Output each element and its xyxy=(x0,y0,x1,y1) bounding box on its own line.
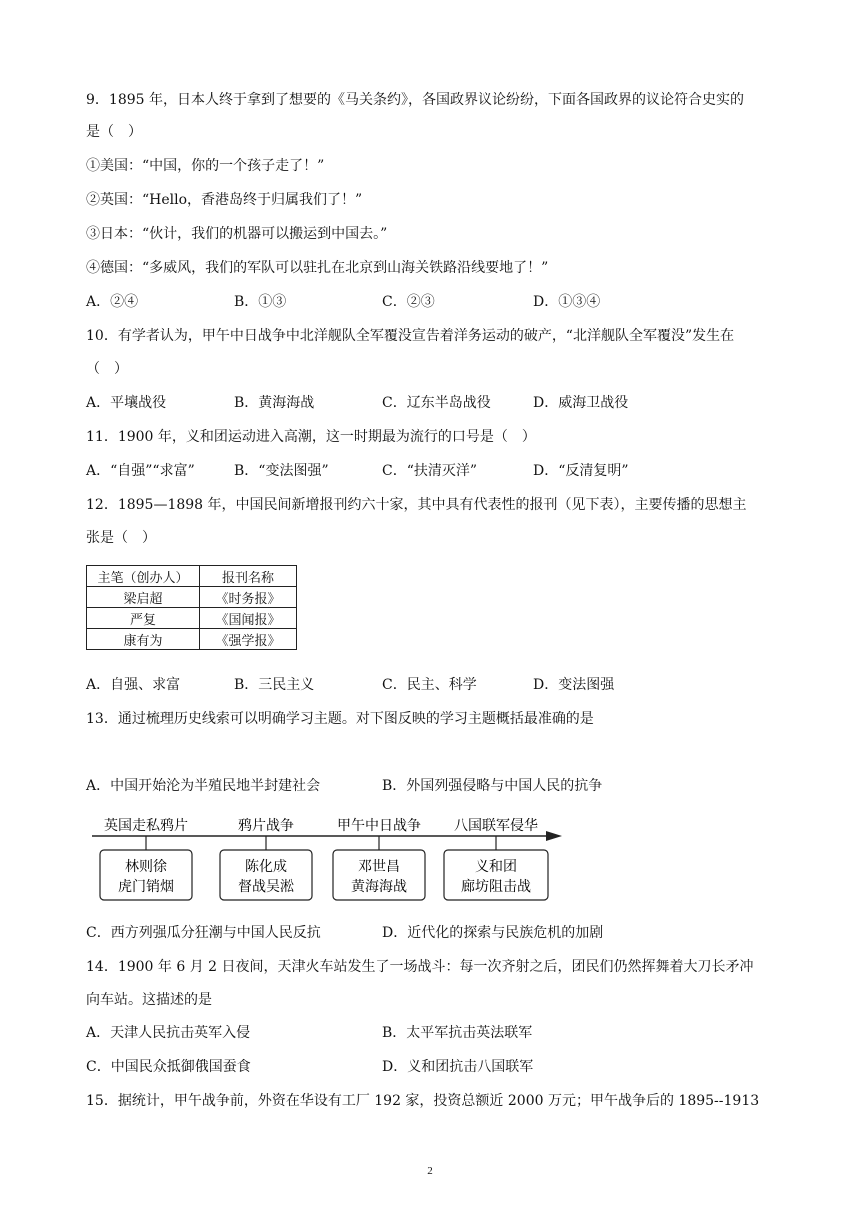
q9-option-b: B．①③ xyxy=(234,294,287,310)
table-cell: 《国闻报》 xyxy=(200,608,297,629)
q14-stem: 14．1900 年 6 月 2 日夜间，天津火车站发生了一场战斗：每一次齐射之后，团民们仍然挥舞着大刀长矛冲 xyxy=(86,959,754,975)
box-event: 虎门销烟 xyxy=(118,879,174,895)
q12-stem-cont: 张是（ ） xyxy=(86,530,156,546)
q12-option-d: D．变法图强 xyxy=(533,677,615,693)
q12-option-c: C．民主、科学 xyxy=(382,677,477,693)
box-event: 督战吴淞 xyxy=(238,879,294,895)
table-cell: 康有为 xyxy=(87,629,200,650)
q13-option-c: C．西方列强瓜分狂潮与中国人民反抗 xyxy=(86,925,321,941)
q9-option-d: D．①③④ xyxy=(533,294,601,310)
table-row xyxy=(87,608,297,629)
arrow-head-icon xyxy=(546,831,562,841)
table-cell: 《强学报》 xyxy=(200,629,297,650)
box-event: 黄海海战 xyxy=(351,879,407,895)
newspaper-table xyxy=(86,565,297,650)
q12-option-b: B．三民主义 xyxy=(234,677,315,693)
q9-item-3: ③日本：“伙计，我们的机器可以搬运到中国去。” xyxy=(86,226,388,242)
table-cell: 《时务报》 xyxy=(200,587,297,608)
q14-option-b: B．太平军抗击英法联军 xyxy=(382,1025,533,1041)
q11-option-c: C．“扶清灭洋” xyxy=(382,463,478,479)
q14-option-a: A．天津人民抗击英军入侵 xyxy=(86,1025,251,1041)
q14-stem-cont: 向车站。这描述的是 xyxy=(86,992,212,1008)
table-cell: 严复 xyxy=(87,608,200,629)
timeline-event: 英国走私鸦片 xyxy=(104,818,188,834)
table-row xyxy=(87,629,297,650)
q10-option-b: B．黄海海战 xyxy=(234,395,315,411)
q9-item-4: ④德国：“多威风，我们的军队可以驻扎在北京到山海关铁路沿线要地了！” xyxy=(86,260,549,276)
q12-option-a: A．自强、求富 xyxy=(86,677,181,693)
q12-stem: 12．1895—1898 年，中国民间新增报刊约六十家，其中具有代表性的报刊（见下表），主要传播的思想主 xyxy=(86,497,747,513)
box-event: 廊坊阻击战 xyxy=(461,879,531,895)
q9-option-a: A．②④ xyxy=(86,294,139,310)
box-person: 陈化成 xyxy=(245,859,287,875)
q13-option-b: B．外国列强侵略与中国人民的抗争 xyxy=(382,778,603,794)
table-cell: 梁启超 xyxy=(87,587,200,608)
q13-stem: 13．通过梳理历史线索可以明确学习主题。对下图反映的学习主题概括最准确的是 xyxy=(86,711,594,727)
table-header-cell: 主笔（创办人） xyxy=(87,566,200,587)
q14-option-c: C．中国民众抵御俄国蚕食 xyxy=(86,1059,251,1075)
q11-option-a: A．“自强”“求富” xyxy=(86,463,195,479)
q13-option-a: A．中国开始沦为半殖民地半封建社会 xyxy=(86,778,321,794)
history-timeline xyxy=(86,816,566,906)
q10-option-a: A．平壤战役 xyxy=(86,395,167,411)
q13-option-d: D．近代化的探索与民族危机的加剧 xyxy=(382,925,604,941)
q14-option-d: D．义和团抗击八国联军 xyxy=(382,1059,534,1075)
q11-option-b: B．“变法图强” xyxy=(234,463,329,479)
q10-stem: 10．有学者认为，甲午中日战争中北洋舰队全军覆没宣告着洋务运动的破产，“北洋舰队全军覆没”发生在 xyxy=(86,328,735,344)
q10-stem-cont: （ ） xyxy=(86,361,128,377)
q9-item-2: ②英国：“Hello，香港岛终于归属我们了！” xyxy=(86,192,363,208)
q11-option-d: D．“反清复明” xyxy=(533,463,629,479)
q10-option-d: D．威海卫战役 xyxy=(533,395,629,411)
timeline-event: 八国联军侵华 xyxy=(454,818,538,834)
q9-item-1: ①美国：“中国，你的一个孩子走了！” xyxy=(86,158,325,174)
timeline-event: 鸦片战争 xyxy=(238,818,294,834)
table-header-cell: 报刊名称 xyxy=(200,566,297,587)
q9-stem: 9．1895 年，日本人终于拿到了想要的《马关条约》，各国政界议论纷纷，下面各国政界的议论符合史实的 xyxy=(86,92,744,108)
q9-stem-cont: 是（ ） xyxy=(86,124,142,140)
q15-stem: 15．据统计，甲午战争前，外资在华设有工厂 192 家，投资总额近 2000 万元；甲午战争后的 1895--1913 xyxy=(86,1093,760,1109)
box-person: 义和团 xyxy=(475,859,517,875)
page-number: 2 xyxy=(427,1165,433,1177)
q9-option-c: C．②③ xyxy=(382,294,435,310)
q11-stem: 11．1900 年，义和团运动进入高潮，这一时期最为流行的口号是（ ） xyxy=(86,429,536,445)
box-person: 邓世昌 xyxy=(358,859,400,875)
box-person: 林则徐 xyxy=(125,859,167,875)
q10-option-c: C．辽东半岛战役 xyxy=(382,395,491,411)
table-header-row xyxy=(87,566,297,587)
timeline-event: 甲午中日战争 xyxy=(337,818,421,834)
table-row xyxy=(87,587,297,608)
